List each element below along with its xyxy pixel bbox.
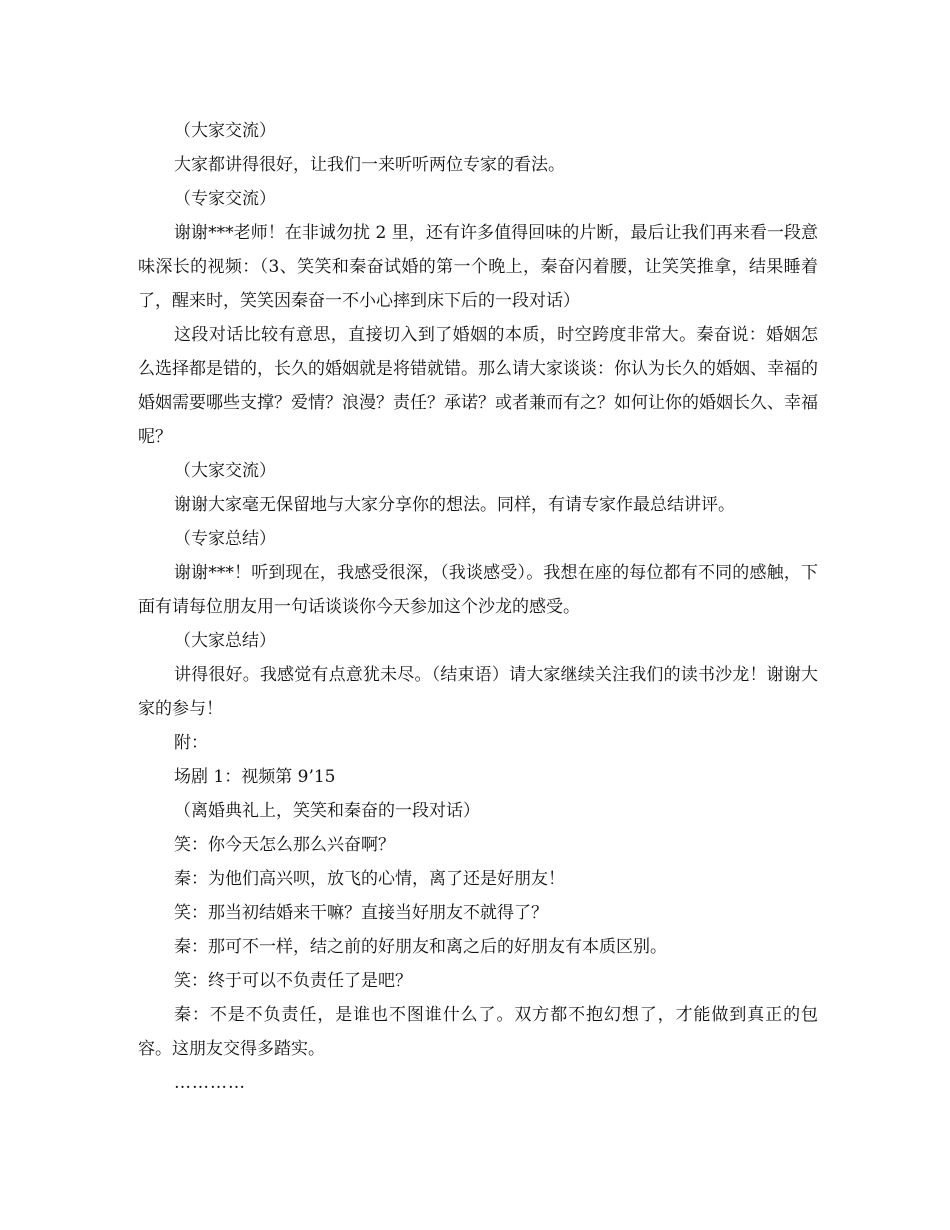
dialogue-line: 秦：为他们高兴呗，放飞的心情，离了还是好朋友！ — [174, 869, 565, 889]
dialogue-line: 笑：终于可以不负责任了是吧？ — [174, 971, 412, 991]
document-body — [138, 114, 818, 1100]
paragraph-stage-direction-discussion: （大家交流） — [174, 121, 276, 141]
paragraph-stage-direction-summary: （专家总结） — [174, 529, 276, 549]
paragraph-thanks: 谢谢大家毫无保留地与大家分享你的想法。同样，有请专家作最总结讲评。 — [174, 495, 735, 515]
paragraph-stage-direction-group-summary: （大家总结） — [174, 631, 276, 651]
dialogue-line: 笑：那当初结婚来干嘛？直接当好朋友不就得了？ — [174, 903, 548, 923]
paragraph-stage-direction-expert: （专家交流） — [174, 189, 276, 209]
paragraph-appendix-label: 附： — [174, 733, 208, 753]
dialogue-line: 笑：你今天怎么那么兴奋啊？ — [174, 835, 395, 855]
paragraph-video-intro: 谢谢***老师！在非诚勿扰 2 里，还有许多值得回味的片断，最后让我们再来看一段意味深长的视频：（3、笑笑和秦奋试婚的第一个晚上，秦奋闪着腰，让笑笑推拿，结果睡着了，醒来时，笑笑因秦奋一不小心摔到床下后的一段对话） — [138, 223, 818, 311]
paragraph-feelings: 谢谢***！听到现在，我感受很深，（我谈感受）。我想在座的每位都有不同的感触，下面有请每位朋友用一句话谈谈你今天参加这个沙龙的感受。 — [138, 563, 818, 617]
dialogue-line: 秦：那可不一样，结之前的好朋友和离之后的好朋友有本质区别。 — [174, 937, 667, 957]
paragraph-marriage-question: 这段对话比较有意思，直接切入到了婚姻的本质，时空跨度非常大。秦奋说：婚姻怎么选择都是错的，长久的婚姻就是将错就错。那么请大家谈谈：你认为长久的婚姻、幸福的婚姻需要哪些支撑？爱情？浪漫？责任？承诺？或者兼而有之？如何让你的婚姻长久、幸福呢？ — [138, 325, 818, 447]
paragraph-closing: 讲得很好。我感觉有点意犹未尽。（结束语）请大家继续关注我们的读书沙龙！谢谢大家的参与！ — [138, 665, 818, 719]
paragraph-scene-description: （离婚典礼上，笑笑和秦奋的一段对话） — [174, 801, 480, 821]
paragraph-scene-title: 场剧 1：视频第 9’15 — [174, 767, 336, 787]
ellipsis-marker: ………… — [174, 1073, 246, 1093]
paragraph-expert-intro: 大家都讲得很好，让我们一来听听两位专家的看法。 — [174, 155, 565, 175]
dialogue-line: 秦：不是不负责任，是谁也不图谁什么了。双方都不抱幻想了，才能做到真正的包容。这朋友交得多踏实。 — [138, 1005, 818, 1059]
paragraph-stage-direction-discussion-2: （大家交流） — [174, 461, 276, 481]
